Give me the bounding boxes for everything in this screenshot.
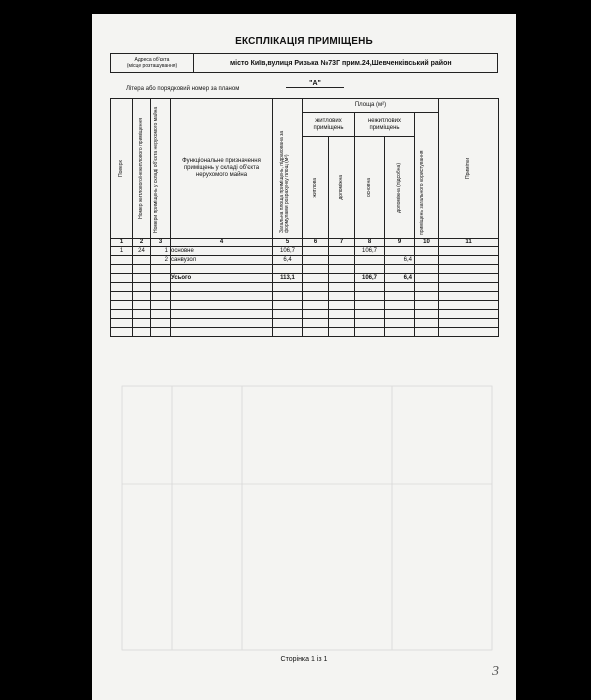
cell-room-number: 2 [151,256,171,265]
cell-common-use [415,256,439,265]
header-main: основна [355,137,385,239]
cell-auxiliary [329,256,355,265]
address-box [110,53,498,73]
cell-main: 106,7 [355,247,385,256]
header-total-area: Загальна площа приміщень, підрахована за формулами розрахунку площ (м²) [273,99,303,239]
cell-floor [111,256,133,265]
column-number: 2 [133,239,151,247]
header-room-number: Номери приміщень у складі об'єкта нерухомого майна [151,99,171,239]
page-footer: Сторінка 1 із 1 [280,656,328,663]
document-title: ЕКСПЛІКАЦІЯ ПРИМІЩЕНЬ [235,36,373,47]
litera-label: Літера або порядковий номер за планом [126,86,240,92]
cell-auxiliary-sub [385,247,415,256]
column-number: 8 [355,239,385,247]
header-common-use: приміщень загального користування [415,113,439,239]
address-label-line1: Адреса об'єкта [134,57,170,63]
total-area: 113,1 [273,274,303,283]
explication-table [110,98,499,337]
header-function: Функціональне призначення приміщень у складі об'єкта нерухомого майна [171,99,273,239]
cell-living [303,247,329,256]
column-number: 4 [171,239,273,247]
total-label: Усього [171,274,273,283]
column-number: 1 [111,239,133,247]
cell-living [303,256,329,265]
address-value: місто Київ,вулиця Ризька №73Г прим.24,Шевченківський район [230,59,452,67]
cell-apt-number: 24 [133,247,151,256]
header-floor: Поверх [111,99,133,239]
cell-main [355,256,385,265]
cell-apt-number [133,256,151,265]
column-number-row [111,239,499,247]
cell-function: санвузол [171,256,273,265]
column-number: 5 [273,239,303,247]
cell-function: основне [171,247,273,256]
header-auxiliary-sub: допоміжна (підсобна) [385,137,415,239]
header-living: житлова [303,137,329,239]
header-area-group: Площа (м²) [303,99,439,113]
cell-note [439,247,499,256]
address-label-line2: (місце розташування) [126,63,178,69]
column-number: 10 [415,239,439,247]
column-number: 9 [385,239,415,247]
cell-floor: 1 [111,247,133,256]
column-number: 11 [439,239,499,247]
cell-total-area: 6,4 [273,256,303,265]
header-auxiliary: допоміжна [329,137,355,239]
cell-note [439,256,499,265]
column-number: 6 [303,239,329,247]
document-page [92,14,516,700]
header-note: Примітки [439,99,499,239]
litera-value: "А" [286,80,344,88]
cell-common-use [415,247,439,256]
address-label [111,54,194,72]
cell-room-number: 1 [151,247,171,256]
header-apt-number: Номер житлового/нежитлового приміщення [133,99,151,239]
handwritten-page-number: 3 [492,664,499,679]
column-number: 7 [329,239,355,247]
table-row [111,256,499,265]
header-non-residential: нежитлових приміщень [355,113,415,137]
column-number: 3 [151,239,171,247]
total-main: 106,7 [355,274,385,283]
total-auxiliary-sub: 6,4 [385,274,415,283]
cell-auxiliary-sub: 6,4 [385,256,415,265]
header-residential: житлових приміщень [303,113,355,137]
cell-auxiliary [329,247,355,256]
cell-total-area: 106,7 [273,247,303,256]
table-row [111,247,499,256]
total-row [111,274,499,283]
